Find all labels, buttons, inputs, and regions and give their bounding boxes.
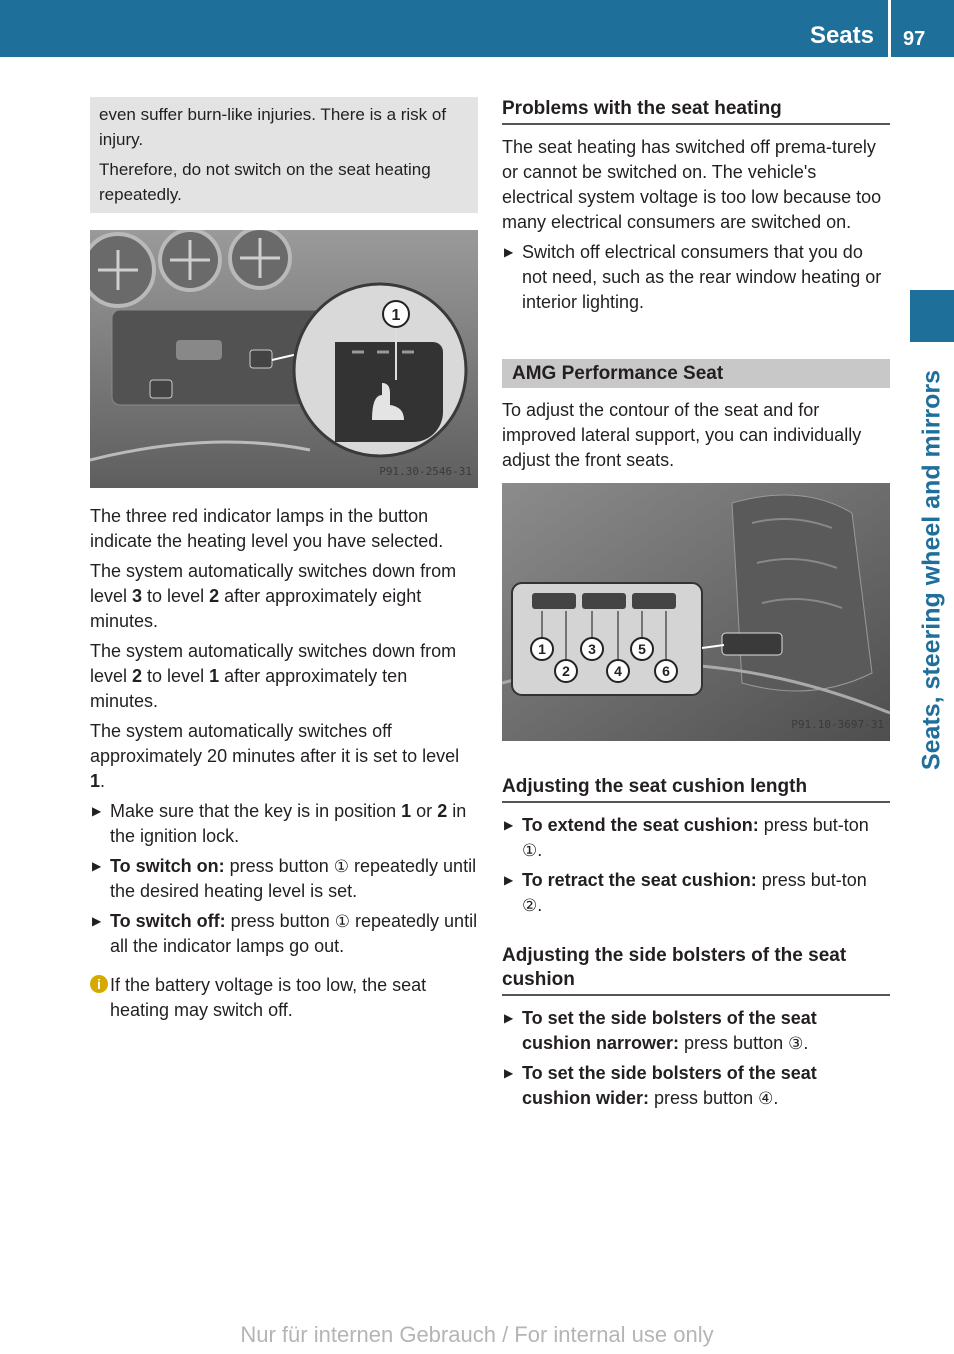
instruction-step: ▶ To extend the seat cushion: press but-ton ①. — [504, 815, 869, 860]
paragraph: The three red indicator lamps in the button indicate the heating level you have selected. — [90, 506, 444, 551]
info-icon: i — [90, 975, 108, 993]
amg-section-heading: AMG Performance Seat — [502, 359, 890, 388]
figure2-callout: 4 — [614, 663, 622, 679]
warning-text-2: Therefore, do not switch on the seat heating repeatedly. — [99, 160, 431, 204]
figure2-callout: 3 — [588, 641, 596, 657]
figure-code: P91.10-3697-31 — [791, 718, 884, 731]
step-arrow-icon: ▶ — [504, 818, 514, 832]
figure2-callout: 5 — [638, 641, 646, 657]
instruction-step: ▶ To retract the seat cushion: press but-ton ②. — [504, 870, 867, 915]
header-bar — [0, 0, 954, 57]
instruction-step: ▶ To set the side bolsters of the seat cushion wider: press button ④. — [504, 1063, 817, 1108]
figure-code: P91.30-2546-31 — [379, 465, 472, 478]
seat-heating-figure — [90, 230, 478, 488]
step-arrow-icon: ▶ — [504, 1066, 514, 1080]
paragraph: The system automatically switches down from level 2 to level 1 after approximately ten minutes. — [90, 641, 457, 711]
step-arrow-icon: ▶ — [504, 1011, 514, 1025]
step-arrow-icon: ▶ — [92, 859, 102, 873]
step-arrow-icon: ▶ — [504, 245, 514, 259]
info-note: i If the battery voltage is too low, the seat heating may switch off. — [90, 973, 478, 1023]
instruction-step: ▶ To switch on: press button ① repeatedly until the desired heating level is set. — [92, 856, 477, 901]
instruction-step: ▶ To set the side bolsters of the seat cushion narrower: press button ③. — [504, 1008, 817, 1053]
paragraph: To adjust the contour of the seat and for improved lateral support, you can individually adjust the front seats. — [502, 400, 862, 470]
step-arrow-icon: ▶ — [92, 914, 102, 928]
figure2-callout: 1 — [538, 641, 546, 657]
warning-box — [90, 97, 478, 213]
section-heading: Problems with the seat heating — [502, 97, 890, 125]
step-arrow-icon: ▶ — [504, 873, 514, 887]
dashboard-illustration — [90, 230, 478, 488]
header-divider — [888, 0, 891, 57]
section-heading: Adjusting the side bolsters of the seat cushion — [502, 944, 890, 996]
instruction-step: ▶ Make sure that the key is in position 1 or 2 in the ignition lock. — [92, 801, 467, 846]
paragraph: The seat heating has switched off prema-turely or cannot be switched on. The vehicle's electrical system voltage is too low because too many electrical consumers are switched on. — [502, 137, 882, 232]
step-arrow-icon: ▶ — [92, 804, 102, 818]
paragraph: The system automatically switches down from level 3 to level 2 after approximately eight minutes. — [90, 561, 457, 631]
instruction-step: ▶ To switch off: press button ① repeatedly until all the indicator lamps go out. — [92, 911, 478, 956]
paragraph: The system automatically switches off approximately 20 minutes after it is set to level 1. — [90, 721, 460, 791]
section-heading: Adjusting the seat cushion length — [502, 775, 890, 803]
amg-seat-figure — [502, 483, 890, 741]
left-column — [90, 97, 478, 1023]
figure2-callout: 6 — [662, 663, 670, 679]
chapter-title: Seats, steering wheel and mirrors — [917, 369, 946, 771]
watermark-footer: Nur für internen Gebrauch / For internal use only — [240, 1322, 714, 1347]
figure1-callout: 1 — [391, 307, 401, 324]
figure2-callout: 2 — [562, 663, 570, 679]
instruction-step: ▶ Switch off electrical consumers that you do not need, such as the rear window heating or interior lighting. — [504, 242, 882, 312]
warning-text-1: even suffer burn-like injuries. There is a risk of injury. — [99, 105, 447, 149]
side-tab — [910, 290, 954, 342]
right-column — [502, 97, 890, 1116]
seat-controls-illustration — [502, 483, 890, 741]
page-number: 97 — [903, 28, 926, 50]
section-title: Seats — [809, 22, 874, 49]
